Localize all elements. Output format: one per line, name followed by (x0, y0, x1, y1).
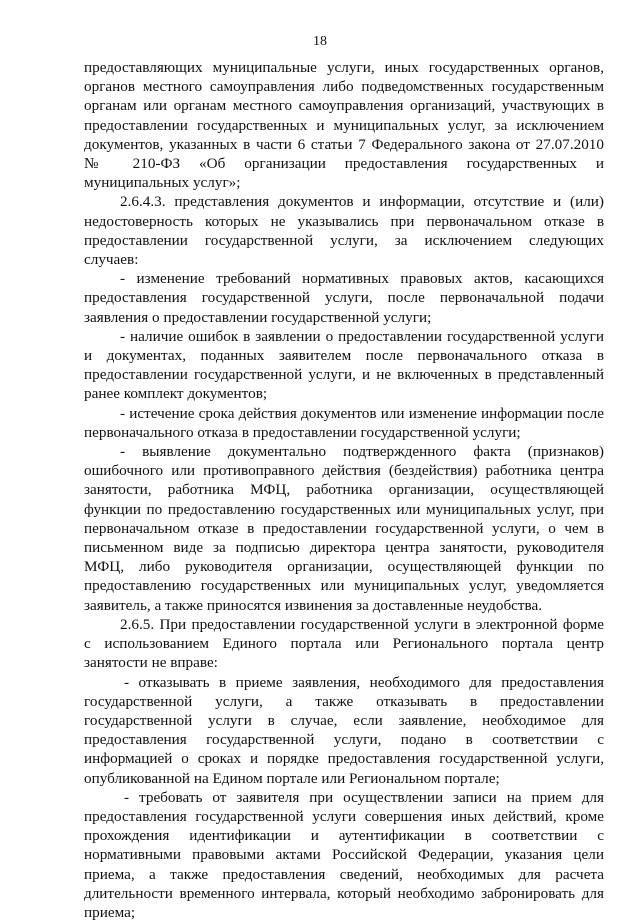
text-line: длительности временного интервала, который необходимо забронировать для (84, 884, 604, 902)
text-line: 2.6.5. При предоставлении государственной услуги в электронной форме (120, 615, 604, 633)
text-line: недостоверность которых не указывались при первоначальном отказе в (84, 212, 604, 230)
text-line: прохождения идентификации и аутентификации в соответствии с (84, 827, 604, 845)
text-line: 2.6.4.3. представления документов и информации, отсутствие и (или) (120, 193, 604, 211)
text-line: предоставляющих муниципальные услуги, иных государственных органов, (84, 59, 604, 76)
text-line: информацией о сроках и порядке предоставления государственной услуги, (84, 750, 604, 768)
text-line: нормативными правовыми актами Российской Федерации, указания цели (84, 846, 604, 864)
text-line: занятости не вправе: (84, 654, 218, 672)
text-line: с использованием Единого портала или Регионального портала центр (84, 635, 604, 653)
text-line: функции по предоставлению государственных или муниципальных услуг, при (84, 500, 604, 518)
page-number: 18 (313, 34, 327, 49)
text-line: случаев: (84, 251, 139, 269)
text-line: № 210-ФЗ «Об организации предоставления государственных и (84, 155, 604, 173)
text-line: ранее комплект документов; (84, 385, 268, 403)
text-line: предоставления государственной услуги, подано в соответствии с (84, 731, 604, 749)
text-line: документов, указанных в части 6 статьи 7 Федерального закона от 27.07.2010 (84, 135, 604, 153)
text-line: органам или органам местного самоуправления организаций, участвующих в (84, 97, 604, 115)
text-line: опубликованной на Едином портале или Региональном портале; (84, 769, 500, 787)
text-line: ошибочного или противоправного действия (бездействия) работника центра (84, 462, 604, 480)
text-line: предоставлению государственных или муниципальных услуг, уведомляется (84, 577, 604, 595)
document-body (84, 58, 604, 922)
text-line: первоначального отказа в предоставлении государственной услуги; (84, 423, 521, 441)
text-line: приема, а также предоставления сведений, необходимых для расчета (84, 865, 604, 883)
text-line: первоначальном отказе в предоставлении государственной услуги, о чем в (84, 519, 604, 537)
text-line: заявитель, а также приносятся извинения за доставленные неудобства. (84, 596, 543, 614)
text-line: предоставлении государственных и муниципальных услуг, за исключением (84, 116, 604, 134)
text-line: и документах, поданных заявителем после первоначального отказа в (84, 347, 604, 365)
text-line: МФЦ, либо руководителя организации, осуществляющей функции по (84, 558, 604, 576)
text-line: - требовать от заявителя при осуществлении записи на прием для (124, 788, 604, 806)
text-line: государственной услуги в случае, если заявление, необходимое для (84, 711, 604, 729)
text-line: предоставлении государственной услуги, и не включенных в представленный (84, 366, 604, 384)
text-line: - наличие ошибок в заявлении о предоставлении государственной услуги (120, 327, 604, 345)
text-line: занятости, работника МФЦ, работника организации, осуществляющей (84, 481, 604, 499)
text-line: предоставлении государственной услуги, за исключением следующих (84, 231, 604, 249)
text-line: - выявление документально подтвержденного факта (признаков) (120, 443, 604, 461)
text-line: органов местного самоуправления либо подведомственных государственным (84, 78, 604, 96)
text-line: - истечение срока действия документов или изменение информации после (120, 404, 604, 422)
text-line: предоставления государственной услуги, после первоначальной подачи (84, 289, 604, 307)
text-line: муниципальных услуг»; (84, 174, 241, 192)
text-line: - изменение требований нормативных правовых актов, касающихся (120, 270, 604, 288)
text-line: приема; (84, 903, 136, 921)
text-line: письменном виде за подписью директора центра занятости, руководителя (84, 539, 604, 557)
text-line: - отказывать в приеме заявления, необходимого для предоставления (124, 673, 604, 691)
text-line: предоставления государственной услуги совершения иных действий, кроме (84, 807, 604, 825)
text-line: государственной услуги, а также отказывать в предоставлении (84, 692, 604, 710)
text-line: заявления о предоставлении государственной услуги; (84, 308, 432, 326)
